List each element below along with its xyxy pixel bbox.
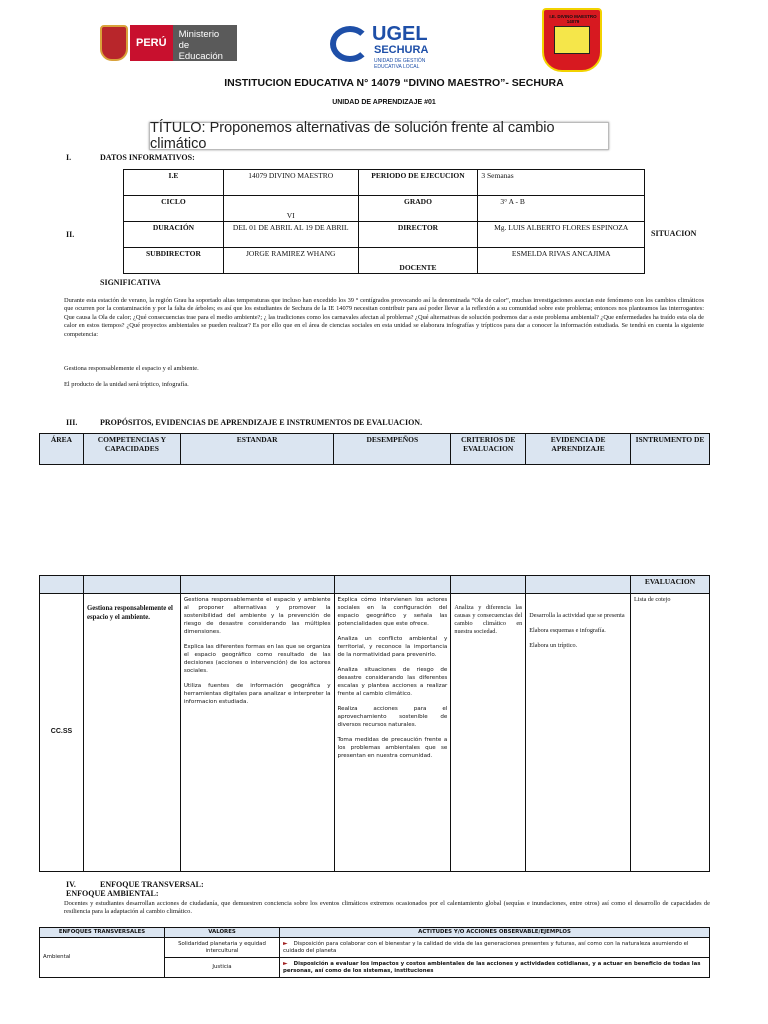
- header-instrumento: ISNTRUMENTO DE: [631, 434, 710, 465]
- datos-row: [124, 170, 645, 196]
- minedu-logo: [100, 22, 238, 64]
- header-area: ÁREA: [40, 434, 84, 465]
- competencia-cell: Gestiona responsablemente el espacio y el ambiente.: [83, 594, 180, 872]
- valor-cell: Justicia: [165, 958, 280, 978]
- ministerio-label: Ministerio de Educación: [173, 25, 237, 61]
- desempeno-item: Explica cómo intervienen los actores sociales en la configuración del espacio geográfico y señala las potencialidades que este ofrece.: [337, 597, 448, 627]
- ie-value: 14079 DIVINO MAESTRO: [223, 170, 358, 196]
- estandar-item: Utiliza fuentes de información geográfica y herramientas digitales para analizar e interpreter la informacion estudiada.: [183, 683, 331, 705]
- evidencia-item: Elabora un tríptico.: [529, 642, 578, 649]
- director-label: DIRECTOR: [358, 222, 478, 248]
- estandar-item: Gestiona responsablemente el espacio y ambiente al proponer alternativas y promover la sostenibilidad del ambiente y la prevención de riesgo de desastre considerando las múltiples dimensiones.: [183, 597, 331, 635]
- header-competencias: COMPETENCIAS Y CAPACIDADES: [83, 434, 180, 465]
- duracion-label: DURACIÓN: [124, 222, 224, 248]
- valores-header: VALORES: [165, 928, 280, 938]
- accion-text: Disposición a evaluar los impactos y costos ambientales de las acciones y actividades cotidianas, y a actuar en beneficio de todas las personas, así como de los sistemas, instituciones: [283, 961, 701, 974]
- header-estandar: ESTANDAR: [180, 434, 334, 465]
- datos-row: [124, 248, 645, 274]
- section-3-number: III.: [66, 418, 78, 427]
- header-evidencia: EVIDENCIA DE APRENDIZAJE: [526, 434, 631, 465]
- enfoques-header-row: [40, 928, 710, 938]
- accion-cell: [280, 938, 710, 958]
- actitudes-header: ACTITUDES Y/O ACCIONES OBSERVABLE/EJEMPLOS: [280, 928, 710, 938]
- situacion-competencia: Gestiona responsablemente el espacio y el ambiente.: [64, 365, 199, 372]
- section-2-title-b: SIGNIFICATIVA: [100, 278, 161, 287]
- datos-table: [123, 169, 645, 274]
- section-2-number: II.: [66, 230, 75, 239]
- subdirector-label: SUBDIRECTOR: [124, 248, 224, 274]
- area-cell: CC.SS: [40, 594, 84, 872]
- matrix-head-cell: [83, 576, 180, 594]
- grado-value: 3° A - B: [478, 196, 645, 222]
- desempeno-item: Analiza un conflicto ambiental y territorial, y reconoce la importancia de la normatividad para prevenirlo.: [337, 636, 448, 658]
- matrix-head-cell: [526, 576, 631, 594]
- matrix-head-cell: [180, 576, 334, 594]
- enfoque-name: Ambiental: [40, 938, 165, 978]
- ciclo-value: VI: [223, 196, 358, 222]
- ugel-tiny-label: UNIDAD DE GESTIÓN EDUCATIVA LOCAL: [374, 58, 426, 70]
- section-4-number: IV.: [66, 880, 76, 889]
- valor-cell: Solidaridad planetaria y equidad intercultural: [165, 938, 280, 958]
- periodo-label: PERIODO DE EJECUCION: [358, 170, 478, 196]
- unit-title: UNIDAD DE APRENDIZAJE #01: [332, 99, 436, 106]
- ugel-label: UGEL: [372, 23, 428, 45]
- docente-value: ESMELDA RIVAS ANCAJIMA: [478, 248, 645, 274]
- docente-label: DOCENTE: [358, 248, 478, 274]
- evaluacion-label: EVALUACION: [631, 576, 710, 594]
- estandar-item: Explica las diferentes formas en las que se organiza el espacio geográfico como resultado de las decisiones (acciones o intervención) de los actores sociales.: [183, 644, 331, 674]
- desempeno-item: Realiza acciones para el aprovechamiento sostenible de diversos recursos naturales.: [337, 706, 448, 728]
- peru-shield-icon: [100, 25, 128, 61]
- section-3-title: PROPÓSITOS, EVIDENCIAS DE APRENDIZAJE E INSTRUMENTOS DE EVALUACION.: [100, 418, 423, 427]
- situacion-paragraph: Durante esta estación de verano, la región Grau ha soportado altas temperaturas que incluso han excedido los 39 ° centígrados provocando así la denominada “Ola de calor”, muchas investigaciones asocian este fenómeno con los cambios climáticos que ocurren por la contaminación y por la falta de árboles; es así que los estudiantes de Sechura de la IE 14079 necesitan contribuir para así poder llevar a la reflexión a su comunidad sobre este problema; entonces nos planteamos las interrogantes: Que causa la Ola de calor; ¿Qué consecuencias trae para el medio ambiente?; ¿ las tradiciones como los carnavales afectan al problema? ¿Qué alternativas de solución podremos dar a este problema ambiental? ¿Que enfermedades ha traído esta ola de calor en estos tiempos? ¿Qué proyectos ambientales se pueden realizar? Es por ello que en el área de ciencias sociales en esta unidad se elaborara infografías y trípticos para dar a conocer la información estudiada. Se tendrá en cuenta la siguiente competencia:: [64, 297, 704, 338]
- bullet-icon: ►: [283, 960, 288, 967]
- matrix-head-cell: [334, 576, 451, 594]
- section-1-title: DATOS INFORMATIVOS:: [100, 153, 195, 162]
- section-4-title: ENFOQUE TRANSVERSAL:: [100, 880, 204, 889]
- director-value: Mg. LUIS ALBERTO FLORES ESPINOZA: [478, 222, 645, 248]
- peru-label: PERÚ: [130, 25, 173, 61]
- school-crest-text: I.E. DIVINO MAESTRO 14079: [549, 14, 597, 24]
- ie-label: I.E: [124, 170, 224, 196]
- instrumento-cell: Lista de cotejo: [631, 594, 710, 872]
- book-icon: [554, 26, 590, 54]
- matrix-header-row: [40, 576, 710, 594]
- header-criterios: CRITERIOS DE EVALUACION: [451, 434, 526, 465]
- bullet-icon: ►: [283, 940, 288, 947]
- section-2-title-a: SITUACION: [651, 229, 697, 238]
- ugel-sub-label: SECHURA: [374, 44, 429, 56]
- criterios-cell: Analiza y diferencia las causas y consecuencias del cambio climático en nuestra sociedad.: [451, 594, 526, 872]
- titulo-box: TÍTULO: Proponemos alternativas de solución frente al cambio climático: [149, 122, 609, 150]
- enfoque-text: Docentes y estudiantes desarrollan acciones de ciudadanía, que demuestren conciencia sobre los eventos climáticos extremos ocasionados por el calentamiento global (sequías e inundaciones, entre otros) así como el desarrollo de capacidades de resiliencia para la adaptación al cambio climático.: [64, 900, 710, 916]
- school-crest-logo: [542, 8, 602, 72]
- propositos-header-table: [39, 433, 710, 465]
- institution-title: INSTITUCION EDUCATIVA N° 14079 “DIVINO MAESTRO”- SECHURA: [224, 77, 564, 89]
- ugel-logo: [330, 22, 430, 68]
- matrix-head-cell: [451, 576, 526, 594]
- evidencia-item: Elabora esquemas e infografía.: [529, 627, 606, 634]
- evidencias-cell: [526, 594, 631, 872]
- estandar-cell: [180, 594, 334, 872]
- enfoques-table: [39, 927, 710, 978]
- situacion-producto: El producto de la unidad será tríptico, infografía.: [64, 381, 189, 388]
- accion-cell: [280, 958, 710, 978]
- duracion-value: DEL 01 DE ABRIL AL 19 DE ABRIL: [223, 222, 358, 248]
- desempeno-item: Analiza situaciones de riesgo de desastre considerando las diferentes escalas y plantea acciones a realizar frente al cambio climático.: [337, 667, 448, 697]
- section-4-subtitle: ENFOQUE AMBIENTAL:: [66, 889, 159, 898]
- matrix-row: [40, 594, 710, 872]
- ciclo-label: CICLO: [124, 196, 224, 222]
- evidencia-item: Desarrolla la actividad que se presenta: [529, 612, 625, 619]
- ugel-swoosh-icon: [330, 26, 370, 62]
- propositos-matrix-table: [39, 575, 710, 872]
- matrix-head-cell: [40, 576, 84, 594]
- header-desempenos: DESEMPEÑOS: [334, 434, 451, 465]
- section-1-number: I.: [66, 153, 72, 162]
- grado-label: GRADO: [358, 196, 478, 222]
- propositos-header-row: [40, 434, 710, 465]
- desempeno-item: Toma medidas de precaución frente a los problemas ambientales que se presentan en nuestra comunidad.: [337, 737, 448, 759]
- accion-text: Disposición para colaborar con el bienestar y la calidad de vida de las generaciones presentes y futuras, así como con la naturaleza asumiendo el cuidado del planeta: [283, 941, 689, 954]
- datos-row: [124, 222, 645, 248]
- enfoques-row: [40, 938, 710, 958]
- desempenos-cell: [334, 594, 451, 872]
- enfoques-header: ENFOQUES TRANSVERSALES: [40, 928, 165, 938]
- subdirector-value: JORGE RAMIREZ WHANG: [223, 248, 358, 274]
- datos-row: [124, 196, 645, 222]
- periodo-value: 3 Semanas: [478, 170, 645, 196]
